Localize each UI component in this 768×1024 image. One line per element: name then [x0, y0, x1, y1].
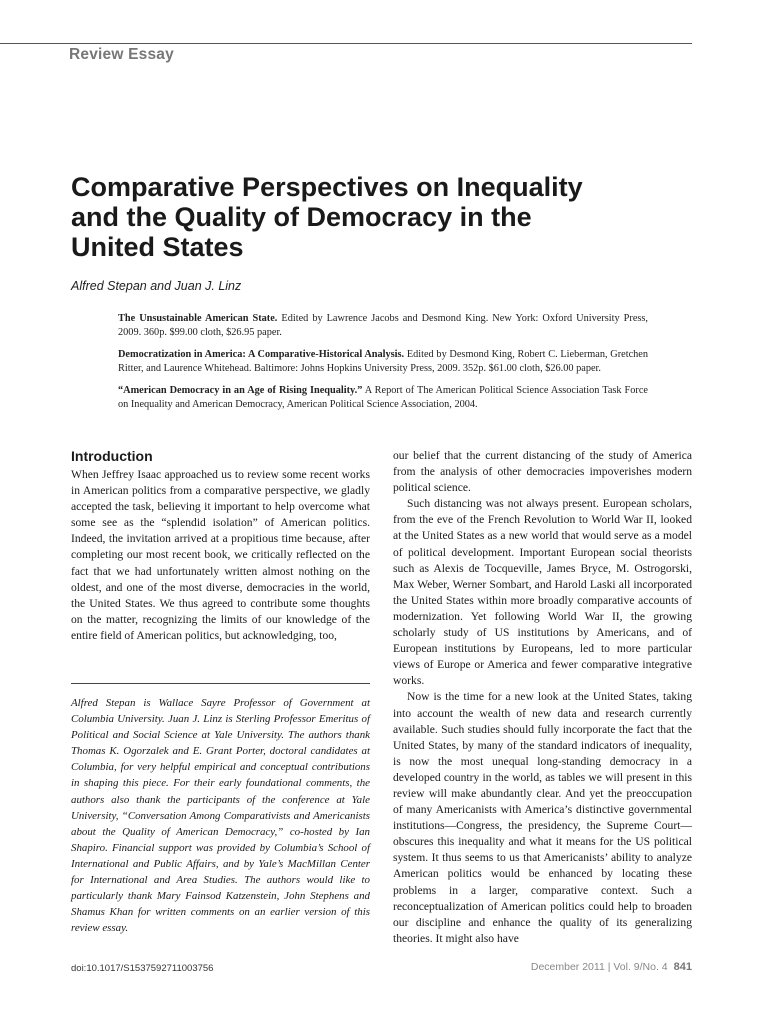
paragraph: our belief that the current distancing of the study of America from the analysis of other democracies impoverishes modern political science.	[393, 449, 692, 495]
title-line: Comparative Perspectives on Inequality	[71, 172, 583, 202]
author-note: Alfred Stepan is Wallace Sayre Professor of Government at Columbia University. Juan J. Linz is Sterling Professor Emeritus of Political and Social Science at Yale University. The authors thank Thomas K. Ogorzalek and E. Grant Porter, doctoral candidates at Columbia, for very helpful empirical and conceptual contributions in shaping this piece. For their early foundational comments, the authors also thank the participants of the conference at Yale University, “Conversation Among Comparativists and Americanists about the Quality of American Democracy,” co-hosted by Ian Shapiro. Financial support was provided by Columbia’s School of International and Public Affairs, and by Yale’s MacMillan Center for International and Area Studies. The authors would like to particularly thank Mary Fainsod Katzenstein, John Stephens and Shamus Khan for written comments on an earlier version of this review essay.	[71, 697, 370, 935]
body-text	[71, 467, 370, 644]
section-label: Review Essay	[69, 46, 174, 63]
title-line: and the Quality of Democracy in the	[71, 202, 532, 232]
reviewed-work-details: A Report of The American Political Science Association Task Force on Inequality and American Democracy, American Political Science Association, 2004.	[118, 385, 648, 410]
title-line: United States	[71, 232, 244, 262]
author-line: Alfred Stepan and Juan J. Linz	[71, 279, 242, 293]
left-column	[71, 448, 370, 644]
footnote-rule	[71, 683, 370, 684]
reviewed-work-details: Edited by Lawrence Jacobs and Desmond King. New York: Oxford University Press, 2009. 360p. $99.00 cloth, $26.95 paper.	[118, 313, 648, 338]
article-title	[71, 172, 671, 262]
reviewed-work-title: Democratization in America: A Comparative-Historical Analysis.	[118, 349, 405, 360]
reviewed-work-title: “American Democracy in an Age of Rising Inequality.”	[118, 385, 363, 396]
reviewed-work-details: Edited by Desmond King, Robert C. Lieberman, Gretchen Ritter, and Laurence Whitehead. Baltimore: Johns Hopkins University Press, 2009. 352p. $61.00 cloth, $26.00 paper.	[118, 349, 649, 374]
reviewed-work	[118, 384, 648, 412]
issue-info: December 2011 | Vol. 9/No. 4	[530, 961, 668, 973]
page-number: 841	[673, 961, 692, 973]
reviewed-work	[118, 312, 648, 340]
page-footer	[531, 961, 692, 973]
reviewed-work	[118, 348, 648, 376]
reviewed-work-title: The Unsustainable American State.	[118, 313, 278, 324]
doi: doi:10.1017/S1537592711003756	[71, 963, 214, 974]
header-rule	[0, 43, 692, 44]
reviewed-works-list	[118, 312, 648, 420]
section-heading: Introduction	[71, 448, 153, 464]
paragraph: When Jeffrey Isaac approached us to review some recent works in American politics from a comparative perspective, we gladly accepted the task, believing it important to help overcome what some see as the “splendid isolation” of American politics. Indeed, the invitation arrived at a propitious time because, after completing our most recent book, we critically reflected on the fact that we had unfortunately written almost nothing on the oldest, and one of the most diverse, democracies in the world, the United States. We thus agreed to contribute some thoughts on the matter, recognizing the limits of our knowledge of the entire field of American politics, but acknowledging, too,	[71, 468, 370, 642]
paragraph: Now is the time for a new look at the United States, taking into account the wealth of new data and research currently available. Such studies should fully incorporate the fact that the United States, by many of the standard indicators of inequality, is now the most unequal long-standing democracy in a developed country in the world, as tables we will present in this review will make abundantly clear. And yet the preoccupation of many Americanists with America’s distinctive governmental institutions—Congress, the presidency, the Supreme Court—obscures this inequality and what it means for the US political system. It thus seems to us that Americanists’ ability to analyze American politics would be enhanced by locating these problems in a larger, comparative context. Such a reconceptualization of American politics could help to broaden our discipline and enhance the quality of its generalizing theories. It might also have	[393, 690, 692, 945]
right-column	[393, 448, 692, 947]
paragraph: Such distancing was not always present. European scholars, from the eve of the French Revolution to World War II, looked at the United States as a new world that would serve as a model of political development. Important European social theorists such as Alexis de Tocqueville, James Bryce, M. Ostrogorski, Max Weber, Werner Sombart, and Harold Laski all incorporated the United States within more broadly comparative accounts of modernization. Yet following World War II, the growing scholarly study of US institutions by Americans, and of European institutions by Europeans, led to more particular views of Europe or America and fewer comparative integrative works.	[393, 497, 692, 688]
